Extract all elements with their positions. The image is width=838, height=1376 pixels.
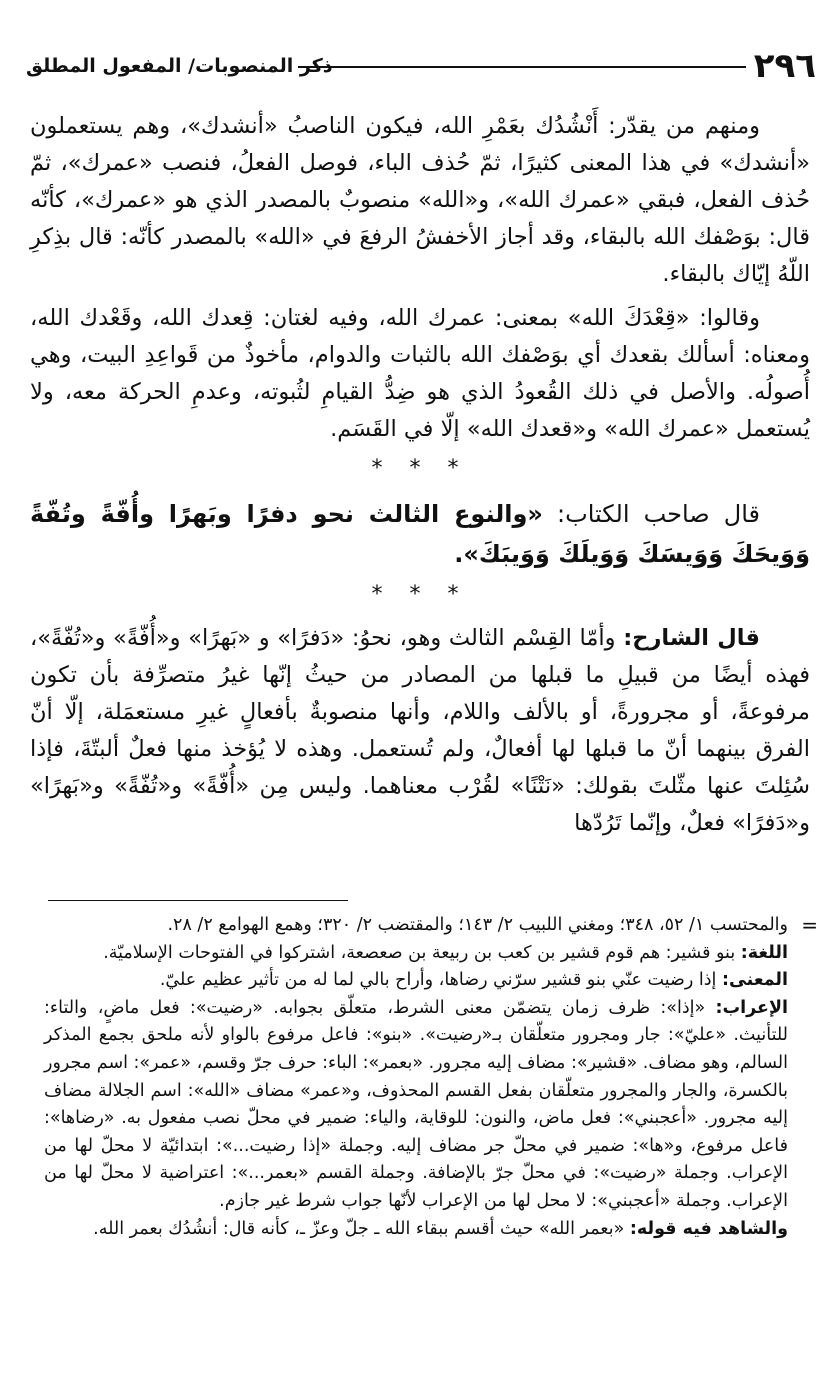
section-separator: * * * (371, 582, 469, 607)
commentary-label: قال الشارح: (623, 625, 760, 651)
page-number: ٢٩٦ (753, 46, 816, 86)
sources-text: والمحتسب ١/ ٥٢، ٣٤٨؛ ومغني اللبيب ٢/ ١٤٣؛ والمقتضب ٢/ ٣٢٠؛ وهمع الهوامع ٢/ ٢٨. (167, 915, 788, 935)
footnote-sources (44, 912, 818, 940)
paragraph: وقالوا: «قِعْدَكَ الله» بمعنى: عمرك الله، وفيه لغتان: قِعدك الله، وقَعْدك الله، ومعناه: أسألك بقعدك أي بوَصْفك الله بالثبات والدوام، مأخوذٌ من قَواعِدِ البيت، وهي أُصولُه. والأصل في ذلك القُعودُ الذي هو ضِدُّ القيامِ لثُبوته، وعدمِ الحركة معه، ولا يُستعمل «عمرك الله» و«قعدك الله» إلّا في القَسَم. (30, 305, 810, 442)
statement-intro: قال صاحب الكتاب: (557, 500, 760, 528)
footnote-lugha (44, 940, 788, 968)
footnotes (44, 912, 818, 1243)
header-rule (298, 66, 746, 68)
page-header (26, 46, 816, 86)
section-separator: * * * (371, 456, 469, 481)
maana-label: المعنى: (721, 970, 788, 991)
commentary-text: وأمّا القِسْم الثالث وهو، نحوُ: «دَفرًا» و «بَهرًا» و«أُفّةً» و«تُفّةً»، فهذه أيضًا من قبيلِ ما قبلها من المصادر من حيثُ إنّها غيرُ متصرِّفة بأن تكون مرفوعةً، أو مجرورةً، أو بالألف واللام، وأنها منصوبةٌ بأفعالٍ غيرِ مستعمَلة، إلّا أنّ الفرق بينهما أنّ ما قبلها لها أفعالٌ، ولم تُستعمل. وهذه لا يُؤخذ منها فعلٌ ألبتّةَ، فإذا سُئِلتَ عنها مثّلتَ بقولك: «نَتْنًا» لقُرْب معناهما. وليس مِن «أُفّةً» و«تُفّةً» و«بَهرًا» و«دَفرًا» فعلٌ، وإنّما تَرُدّها (30, 625, 810, 836)
shahid-label: والشاهد فيه قوله: (629, 1218, 788, 1239)
main-text (30, 108, 810, 849)
lugha-text: بنو قشير: هم قوم قشير بن كعب بن ربيعة بن صعصعة، اشتركوا في الفتوحات الإسلاميّة. (103, 942, 736, 963)
paragraph: ومنهم من يقدّر: أَنْشُدُك بعَمْرِ الله، فيكون الناصبُ «أنشدك»، وهم يستعملون «أنشدك» في هذا المعنى كثيرًا، ثمّ حُذف الباء، فوصل الفعلُ، فنصب «عمرك»، ثمّ حُذف الفعل، فبقي «عمرك الله»، و«الله» منصوبٌ بالمصدر الذي هو «عمرك»، كأنّه قال: بوَصْفك الله بالبقاء، وقد أجاز الأخفشُ الرفعَ في «الله» بالمصدر كأنّه: قال بذِكرِ اللّهُ إيّاك بالبقاء. (30, 113, 810, 287)
footnote-irab (44, 995, 788, 1216)
running-title: ذكر المنصوبات/ المفعول المطلق (26, 55, 333, 77)
statement-text: «والنوع الثالث نحو دفرًا وبَهرًا وأُفّةً وتُفّةً وَوَيحَكَ وَوَيسَكَ وَوَيلَكَ وَوَيبَكَ». (30, 500, 810, 568)
continuation-mark: = (801, 913, 818, 937)
footnote-shahid (44, 1216, 788, 1244)
lugha-label: اللغة: (740, 942, 788, 963)
footnote-rule (48, 900, 348, 901)
irab-label: الإعراب: (715, 997, 788, 1018)
author-statement (30, 494, 810, 574)
commentary (30, 620, 810, 842)
maana-text: إذا رضيت عنّي بنو قشير سرّني رضاها، وأراح بالي لما له من تأثير عظيم عليّ. (159, 970, 717, 991)
shahid-text: «بعمر الله» حيث أقسم ببقاء الله ـ جلّ وعزّ ـ، كأنه قال: أنشُدُك بعمر الله. (93, 1218, 625, 1239)
footnote-maana (44, 967, 788, 995)
irab-text: «إذا»: ظرف زمان يتضمّن معنى الشرط، متعلّق بجوابه. «رضيت»: فعل ماضٍ، والتاء: للتأنيث. «عليّ»: جار ومجرور متعلّقان بـ«رضيت». «بنو»: فاعل مرفوع بالواو لأنه ملحق بجمع المذكر السالم، وهو مضاف. «قشير»: مضاف إليه مجرور. «بعمر»: الباء: حرف جرّ وقسم، «عمر»: اسم مجرور بالكسرة، والجار والمجرور متعلّقان بفعل القسم المحذوف، و«عمر» مضاف «الله»: اسم الجلالة مضاف إليه مجرور. «أعجبني»: فعل ماض، والنون: للوقاية، والياء: ضمير في محلّ نصب مفعول به. «رضاها»: فاعل مرفوع، و«ها»: ضمير في محلّ جر مضاف إليه. وجملة «إذا رضيت...»: ابتدائيّة لا محلّ لها من الإعراب. وجملة «رضيت»: في محلّ جرّ بالإضافة. وجملة القسم «بعمر...»: اعتراضية لا محلّ لها من الإعراب. وجملة «أعجبني»: لا محل لها من الإعراب لأنّها جواب شرط غير جازم. (44, 997, 788, 1211)
